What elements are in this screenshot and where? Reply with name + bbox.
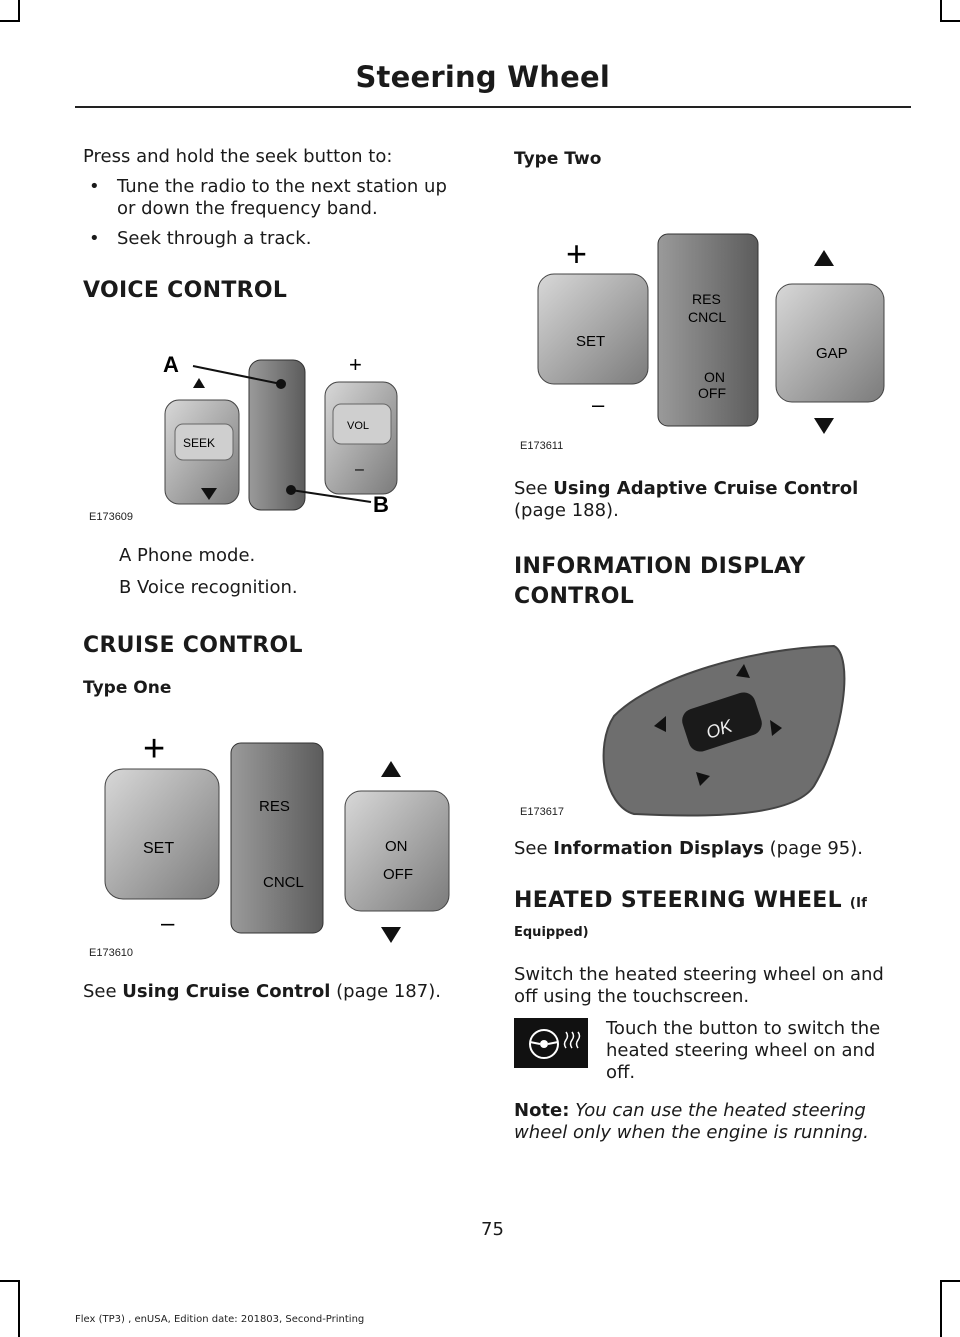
ok-label: OK [703,715,735,743]
legend-key: B [119,577,132,598]
legend-row [83,577,463,599]
minus-symbol: – [592,392,605,417]
set-label: SET [576,333,606,350]
off-label: OFF [698,385,726,401]
callout-b: B [373,492,389,517]
page-number: 75 [481,1219,504,1240]
information-display-heading: INFORMATION DISPLAY CONTROL [514,554,806,609]
plus-symbol: + [349,352,362,377]
cruise-control-heading: CRUISE CONTROL [83,633,303,658]
crop-mark [940,1280,960,1282]
cross-reference-link[interactable]: Information Displays [553,838,764,859]
on-label: ON [704,369,725,385]
see-adaptive-cruise: See Using Adaptive Cruise Control (page 188). [514,478,859,521]
cruise-type-one-illustration [83,731,453,961]
left-column [83,146,463,1003]
crop-mark [940,0,942,22]
type-one-heading: Type One [83,678,172,698]
legend-row [83,545,463,567]
cruise-type-one-figure [83,731,453,961]
see-information-displays: See Information Displays (page 95). [514,838,864,859]
off-label: OFF [383,866,413,883]
voice-control-figure [83,340,453,525]
cruise-type-two-illustration [514,204,894,454]
voice-legend [83,545,463,599]
list-item: • Tune the radio to the next station up or down the frequency band. [83,176,463,220]
page-title: Steering Wheel [355,60,610,94]
seek-bullet-list [83,176,463,250]
information-display-figure [514,636,894,820]
crop-mark [18,1280,20,1337]
down-arrow-icon [381,927,401,943]
crop-mark [18,0,20,22]
note: Note: You can use the heated steering wheel only when the engine is running. [514,1100,869,1143]
up-arrow-icon [814,250,834,266]
figure-id: E173611 [520,440,564,452]
heated-steering-wheel-icon [514,1018,588,1068]
legend-key: A [119,545,132,566]
type-two-heading: Type Two [514,149,602,169]
cncl-label: CNCL [688,309,727,325]
right-column [514,146,904,1144]
heated-touch-text: Touch the button to switch the heated steering wheel on and off. [606,1018,881,1083]
res-label: RES [259,798,290,815]
heated-intro: Switch the heated steering wheel on and off using the touchscreen. [514,964,884,1007]
crop-mark [0,1280,20,1282]
list-item: • Seek through a track. [83,228,463,250]
seek-intro: Press and hold the seek button to: [83,146,393,167]
seek-label: SEEK [183,436,216,450]
up-arrow-icon [381,761,401,777]
heated-instruction [514,1018,904,1084]
vol-label: VOL [347,420,370,432]
set-label: SET [143,840,175,857]
plus-symbol: + [566,233,588,274]
crop-mark [940,20,960,22]
res-label: RES [692,291,721,307]
callout-a: A [163,352,179,377]
voice-control-illustration [83,340,453,525]
plus-symbol: + [143,731,166,770]
cruise-type-two-figure [514,204,894,454]
header-divider [75,106,911,108]
minus-symbol: – [161,910,175,937]
gap-label: GAP [816,345,848,362]
legend-text: Voice recognition. [137,577,298,598]
cross-reference-link[interactable]: Using Cruise Control [122,981,331,1002]
on-label: ON [385,838,408,855]
voice-control-heading: VOICE CONTROL [83,278,288,303]
figure-id: E173610 [89,947,134,959]
figure-id: E173609 [89,511,134,523]
minus-symbol: – [355,461,364,478]
heated-steering-wheel-heading: HEATED STEERING WHEEL (If [514,888,868,913]
see-cruise-control: See Using Cruise Control (page 187). [83,981,441,1002]
crop-mark [0,20,20,22]
figure-id: E173617 [520,806,565,818]
cncl-label: CNCL [263,874,304,891]
information-display-illustration [514,636,894,820]
down-arrow-icon [814,418,834,434]
crop-mark [940,1280,942,1337]
cross-reference-link[interactable]: Using Adaptive Cruise Control [553,478,859,499]
edition-info: Flex (TP3) , enUSA, Edition date: 201803, Second-Printing [75,1314,365,1325]
equipped-note: Equipped) [514,925,589,940]
legend-text: Phone mode. [137,545,256,566]
